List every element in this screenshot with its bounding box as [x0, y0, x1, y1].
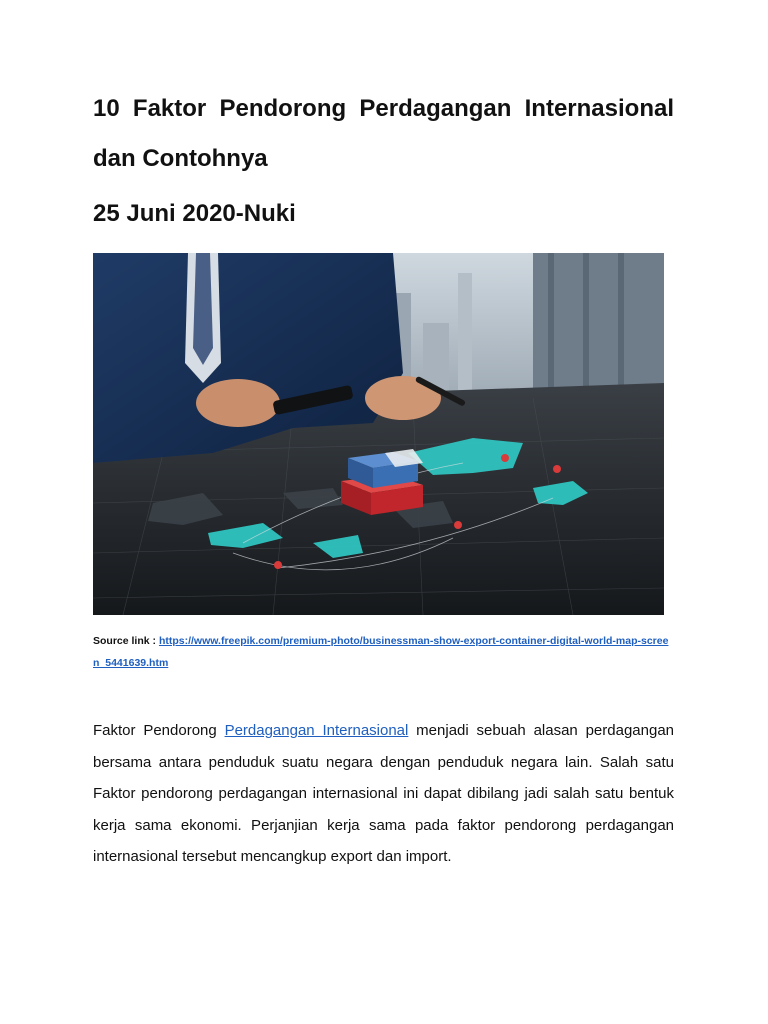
article-title: 10 Faktor Pendorong Perdagangan Internasional dan Contohnya: [93, 95, 674, 172]
source-label: Source link :: [93, 635, 159, 647]
article-date-author: 25 Juni 2020-Nuki: [93, 200, 296, 227]
paragraph-text-before-link: Faktor Pendorong: [93, 722, 225, 739]
source-link-line: [93, 630, 674, 674]
paragraph-text-after-link: menjadi sebuah alasan perdagangan bersama antara penduduk suatu negara dengan penduduk negara lain. Salah satu Faktor pendorong perdagangan internasional ini dapat dibilang jadi salah satu bentuk kerja sama ekonomi. Perjanjian kerja sama pada faktor pendorong perdagangan internasional tersebut mencangkup export dan import.: [93, 722, 675, 865]
businessman-world-map-illustration: [93, 253, 664, 615]
article-photo: [93, 253, 664, 615]
source-url-link[interactable]: https://www.freepik.com/premium-photo/businessman-show-export-container-digital-world-map-screen_5441639.htm: [93, 635, 669, 669]
intro-paragraph: [93, 715, 674, 873]
perdagangan-internasional-link[interactable]: Perdagangan Internasional: [224, 722, 409, 739]
